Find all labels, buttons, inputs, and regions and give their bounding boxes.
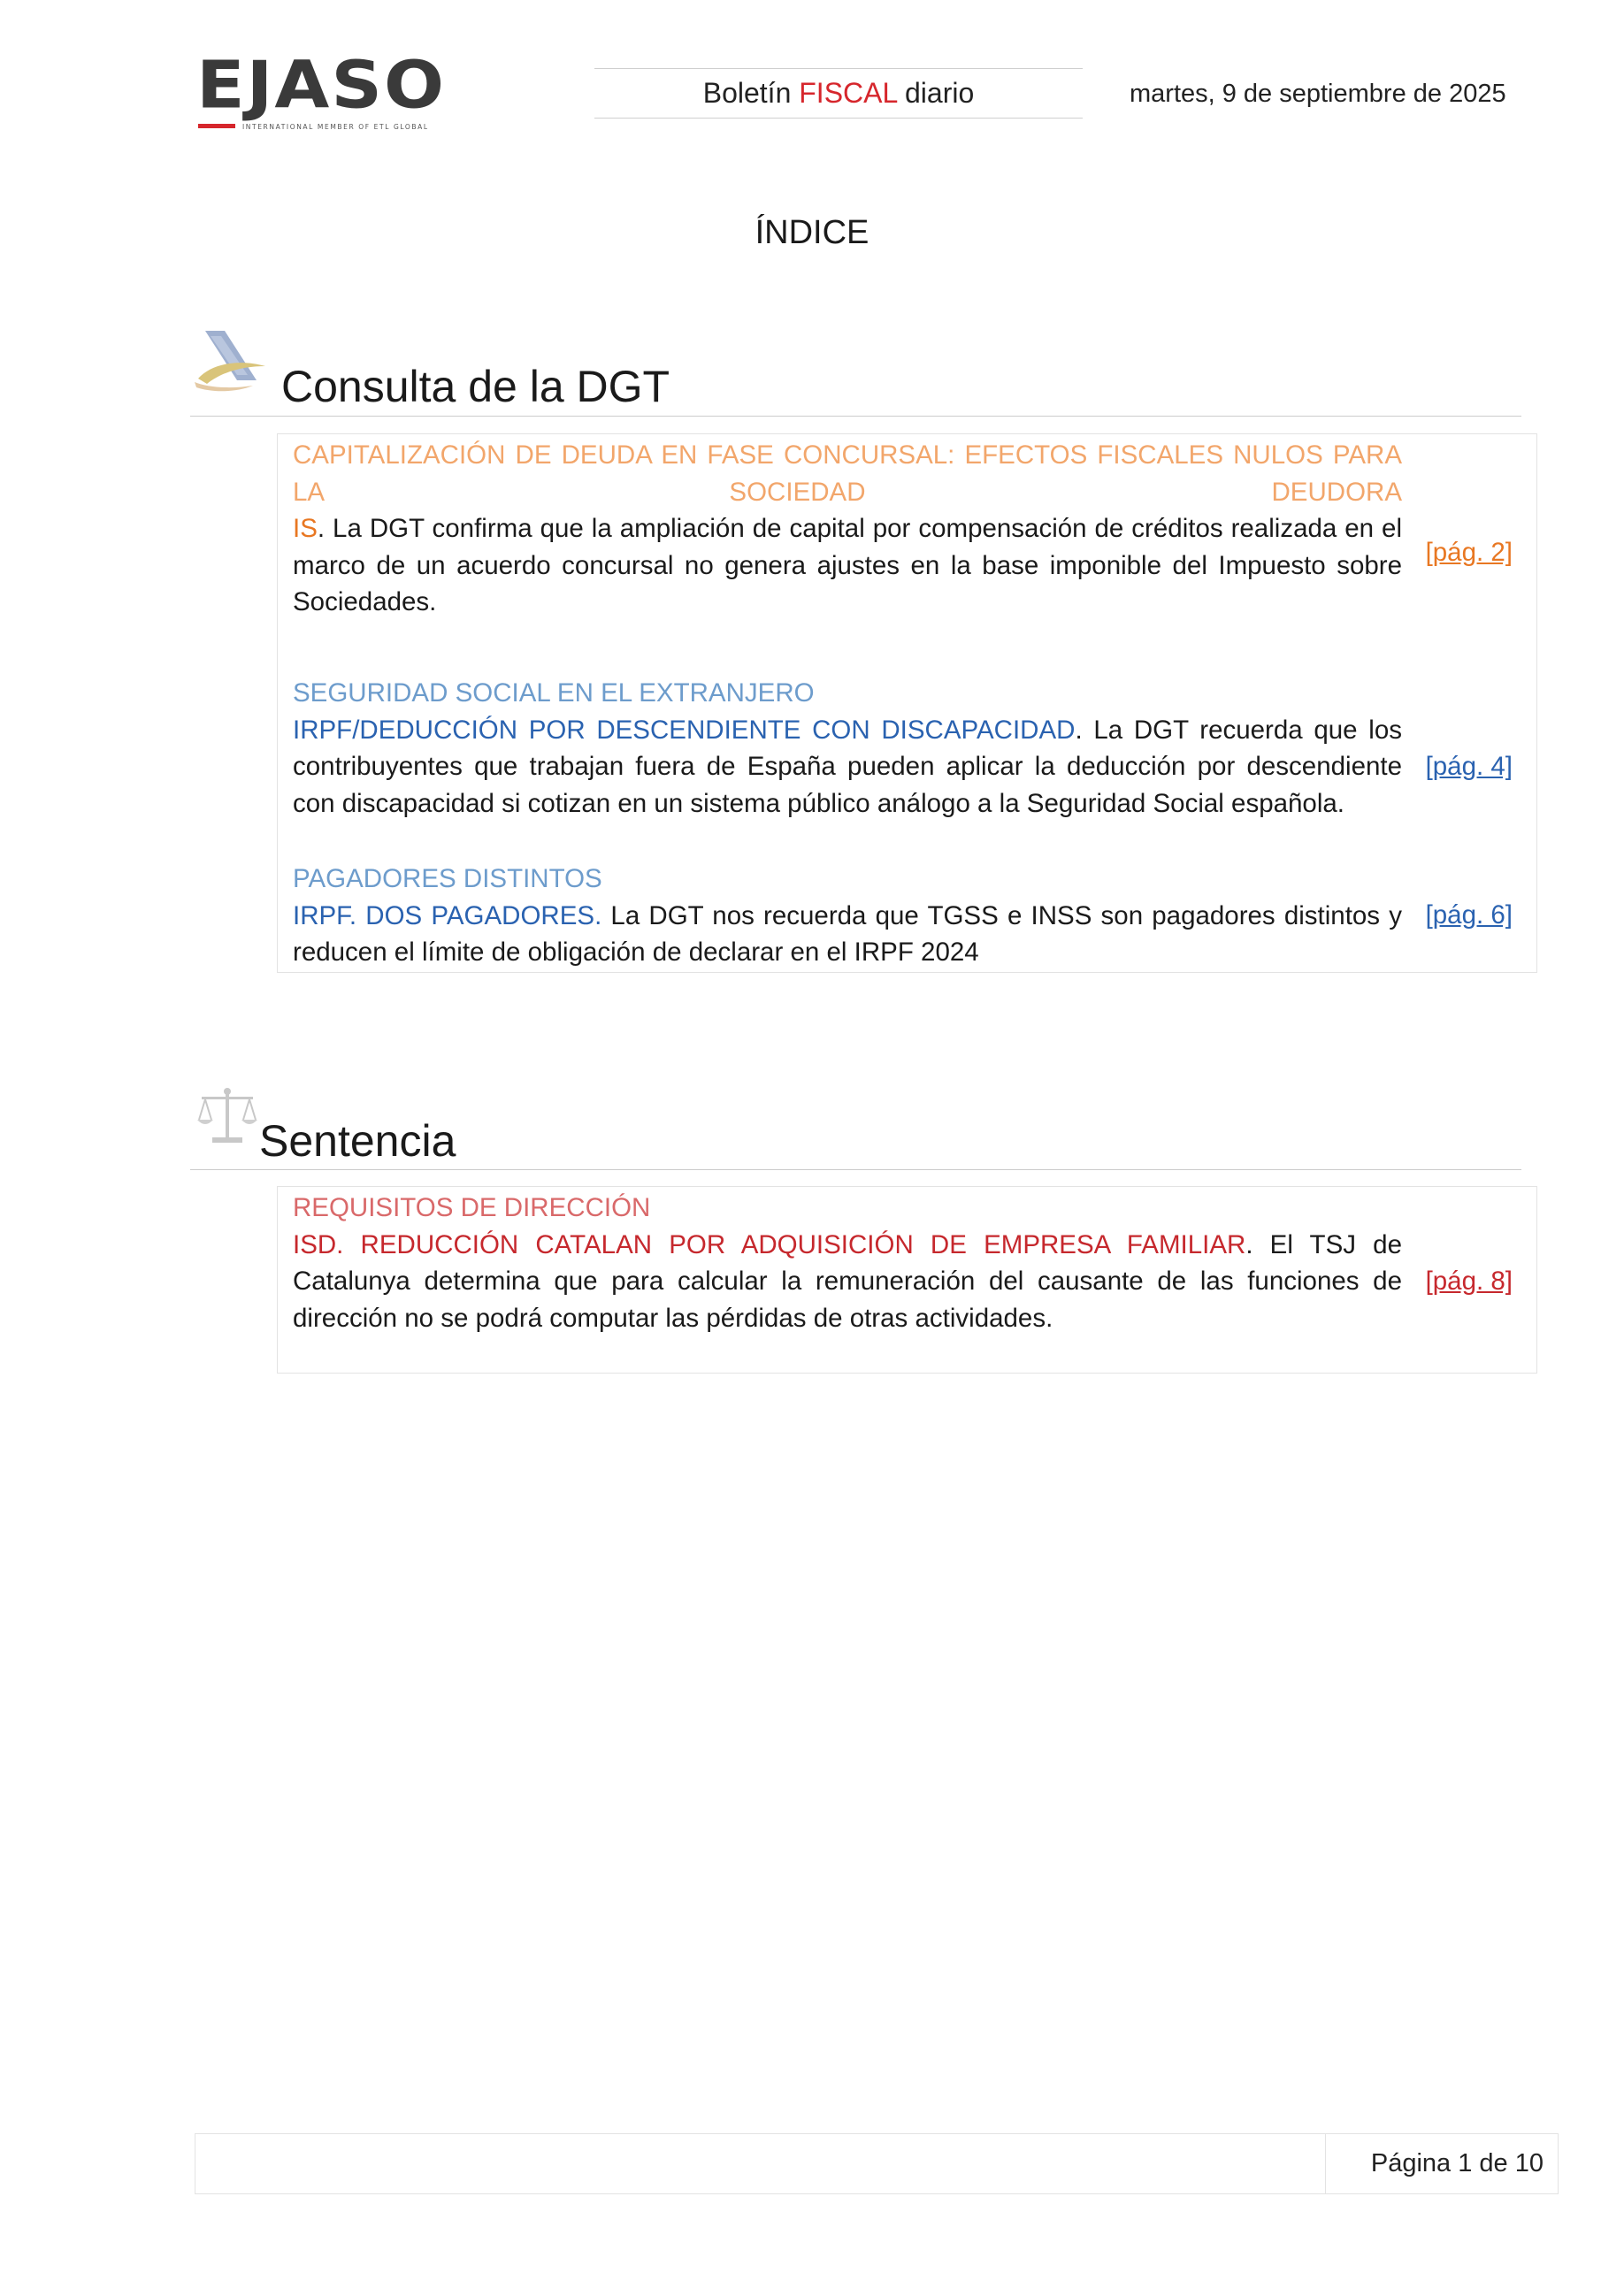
entry-lead: IS	[293, 514, 318, 543]
page-ref-link[interactable]: [pág. 2]	[1425, 538, 1513, 567]
entry-text: . El TSJ de Catalunya determina que para calcular la remuneración del causante de las funciones de dirección no se podrá computar las pérdidas de otras actividades.	[293, 1229, 1402, 1333]
logo-red-bar	[198, 124, 235, 128]
entry-text: La DGT nos recuerda que TGSS e INSS son pagadores distintos y reducen el límite de obligación de declarar en el IRPF 2024	[293, 900, 1402, 967]
bulletin-date: martes, 9 de septiembre de 2025	[1130, 80, 1506, 108]
dgt-entry-pagadores	[293, 861, 1402, 971]
dgt-entry-capitalizacion	[293, 437, 1402, 621]
title-accent: FISCAL	[799, 77, 898, 109]
index-title: ÍNDICE	[755, 214, 869, 251]
entry-category: CAPITALIZACIÓN DE DEUDA EN FASE CONCURSAL: EFECTOS FISCALES NULOS PARA LA SOCIEDAD DEUDORA	[293, 440, 1402, 507]
dgt-entry-seguridad-social	[293, 675, 1402, 822]
section-title-dgt: Consulta de la DGT	[281, 362, 670, 411]
page-footer	[195, 2133, 1559, 2194]
sentencia-entry-direccion	[293, 1190, 1402, 1336]
title-suffix: diario	[897, 77, 975, 109]
entry-lead: IRPF/DEDUCCIÓN POR DESCENDIENTE CON DISCAPACIDAD	[293, 715, 1076, 745]
sentencia-entries-box	[277, 1186, 1537, 1374]
entry-category: SEGURIDAD SOCIAL EN EL EXTRANJERO	[293, 678, 815, 708]
section-title-sentencia: Sentencia	[259, 1116, 456, 1166]
logo-wordmark: EJASO	[196, 47, 446, 124]
page-ref-link[interactable]: [pág. 8]	[1425, 1267, 1513, 1296]
section-header-dgt	[190, 325, 1521, 417]
footer-divider	[1325, 2134, 1326, 2193]
entry-category: REQUISITOS DE DIRECCIÓN	[293, 1193, 651, 1222]
bulletin-title	[594, 68, 1083, 119]
page-ref-link[interactable]: [pág. 6]	[1425, 900, 1513, 930]
logo-subtitle: INTERNATIONAL MEMBER OF ETL GLOBAL	[242, 123, 429, 131]
page-ref-link[interactable]: [pág. 4]	[1425, 752, 1513, 781]
section-header-sentencia	[190, 1086, 1521, 1170]
dgt-entries-box	[277, 433, 1537, 973]
entry-text: . La DGT confirma que la ampliación de capital por compensación de créditos realizada en el marco de un acuerdo concursal no genera ajustes en la base imponible del Impuesto sobre Sociedades.	[293, 514, 1402, 616]
page-number: Página 1 de 10	[1370, 2149, 1544, 2177]
entry-category: PAGADORES DISTINTOS	[293, 864, 602, 893]
ejaso-logo	[196, 47, 446, 133]
entry-text: . La DGT recuerda que los contribuyentes que trabajan fuera de España pueden aplicar la deducción por descendiente con discapacidad si cotizan en un sistema público análogo a la Seguridad Social española.	[293, 715, 1402, 818]
entry-lead: IRPF. DOS PAGADORES.	[293, 900, 602, 930]
title-prefix: Boletín	[702, 77, 800, 109]
entry-lead: ISD. REDUCCIÓN CATALAN POR ADQUISICIÓN DE EMPRESA FAMILIAR	[293, 1229, 1246, 1259]
